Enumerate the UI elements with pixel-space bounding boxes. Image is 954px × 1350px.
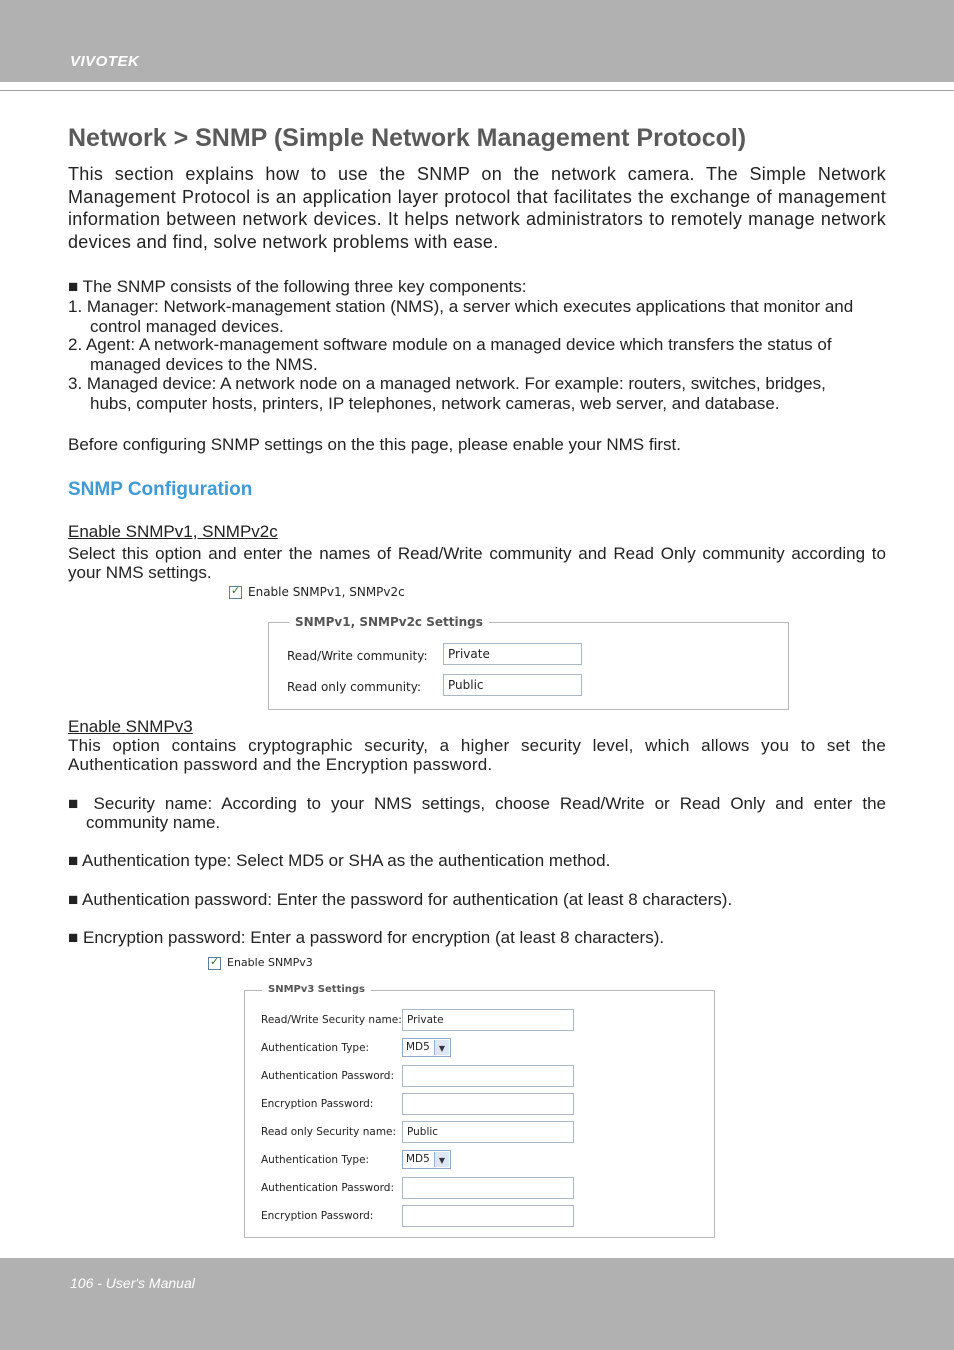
page-footer	[0, 1258, 954, 1350]
subheading-enable-snmpv1-v2c: Enable SNMPv1, SNMPv2c	[68, 522, 278, 541]
brand-logo: VIVOTEK	[70, 53, 140, 70]
snmpv3-text-input[interactable]: Public	[402, 1121, 574, 1143]
component-item-agent	[68, 335, 886, 374]
authentication-type-select[interactable]	[402, 1038, 451, 1057]
snmpv3-row-label: Encryption Password:	[261, 1098, 374, 1110]
component-item-managed-device	[68, 374, 886, 413]
snmpv3-row-label: Authentication Password:	[261, 1182, 394, 1194]
snmpv3-row-label: Encryption Password:	[261, 1210, 374, 1222]
snmpv3-row-label: Read/Write Security name:	[261, 1014, 402, 1026]
before-note: Before configuring SNMP settings on the this page, please enable your NMS first.	[68, 435, 681, 454]
snmpv3-text-input[interactable]	[402, 1205, 574, 1227]
snmpv1-v2c-settings-legend: SNMPv1, SNMPv2c Settings	[289, 615, 489, 629]
select-value: MD5	[406, 1041, 430, 1053]
enable-snmpv1-v2c-checkbox[interactable]	[229, 586, 242, 599]
header-divider	[0, 90, 954, 91]
select-value: MD5	[406, 1153, 430, 1165]
enable-snmpv1-v2c-label: Enable SNMPv1, SNMPv2c	[248, 585, 405, 599]
read-only-community-label: Read only community:	[287, 680, 422, 694]
authentication-type-select[interactable]	[402, 1150, 451, 1169]
snmpv1-v2c-enable-row	[229, 585, 405, 599]
snmpv3-row-label: Authentication Type:	[261, 1154, 370, 1166]
snmpv3-description: This option contains cryptographic security, a higher security level, which allows you to set the Authentication password and the Encryption password.	[68, 736, 886, 774]
page-title: Network > SNMP (Simple Network Management Protocol)	[68, 124, 747, 152]
enable-snmpv3-label: Enable SNMPv3	[227, 956, 313, 969]
snmpv3-text-input[interactable]: Private	[402, 1009, 574, 1031]
snmpv3-row-label: Authentication Password:	[261, 1070, 394, 1082]
page-header	[0, 0, 954, 82]
component-item-first-line: 1. Manager: Network-management station (NMS), a server which executes applications that monitor and	[68, 297, 854, 316]
intro-paragraph: This section explains how to use the SNMP on the network camera. The Simple Network Management Protocol is an application layer protocol that facilitates the exchange of management information between network devices. It helps network administrators to remotely manage network devices and find, solve network problems with ease.	[68, 164, 886, 252]
subheading-enable-snmpv3: Enable SNMPv3	[68, 717, 193, 736]
snmpv3-settings-legend: SNMPv3 Settings	[262, 984, 371, 995]
enable-snmpv3-checkbox[interactable]	[208, 957, 221, 970]
component-item-first-line: 3. Managed device: A network node on a managed network. For example: routers, switches, bridges,	[68, 374, 826, 393]
snmpv3-enable-row	[208, 956, 313, 970]
snmpv3-row-label: Authentication Type:	[261, 1042, 370, 1054]
component-item-continuation: control managed devices.	[90, 316, 284, 336]
components-lead: ■ The SNMP consists of the following three key components:	[68, 277, 527, 296]
snmpv1-v2c-settings-fieldset	[268, 622, 789, 710]
snmpv3-text-input[interactable]	[402, 1065, 574, 1087]
page-number-label: 106 - User's Manual	[70, 1275, 195, 1291]
snmpv3-text-input[interactable]	[402, 1093, 574, 1115]
section-heading-snmp-configuration: SNMP Configuration	[68, 479, 253, 500]
authentication-type-bullet: ■ Authentication type: Select MD5 or SHA as the authentication method.	[68, 851, 611, 870]
authentication-password-bullet: ■ Authentication password: Enter the password for authentication (at least 8 characters).	[68, 890, 733, 909]
component-item-continuation: managed devices to the NMS.	[90, 354, 318, 374]
component-item-first-line: 2. Agent: A network-management software module on a managed device which transfers the status of	[68, 335, 832, 354]
component-item-manager	[68, 297, 886, 336]
snmpv1-v2c-description: Select this option and enter the names of Read/Write community and Read Only community according to your NMS settings.	[68, 544, 886, 582]
read-only-community-input[interactable]: Public	[443, 674, 582, 696]
security-name-bullet: ■ Security name: According to your NMS settings, choose Read/Write or Read Only and enter the community name.	[68, 794, 886, 832]
component-item-continuation: hubs, computer hosts, printers, IP telephones, network cameras, web server, and database.	[90, 393, 780, 413]
read-write-community-label: Read/Write community:	[287, 649, 428, 663]
chevron-down-icon[interactable]: ▼	[434, 1040, 449, 1055]
snmpv3-row-label: Read only Security name:	[261, 1126, 397, 1138]
read-write-community-input[interactable]: Private	[443, 643, 582, 665]
chevron-down-icon[interactable]: ▼	[434, 1152, 449, 1167]
snmpv3-text-input[interactable]	[402, 1177, 574, 1199]
encryption-password-bullet: ■ Encryption password: Enter a password for encryption (at least 8 characters).	[68, 928, 665, 947]
